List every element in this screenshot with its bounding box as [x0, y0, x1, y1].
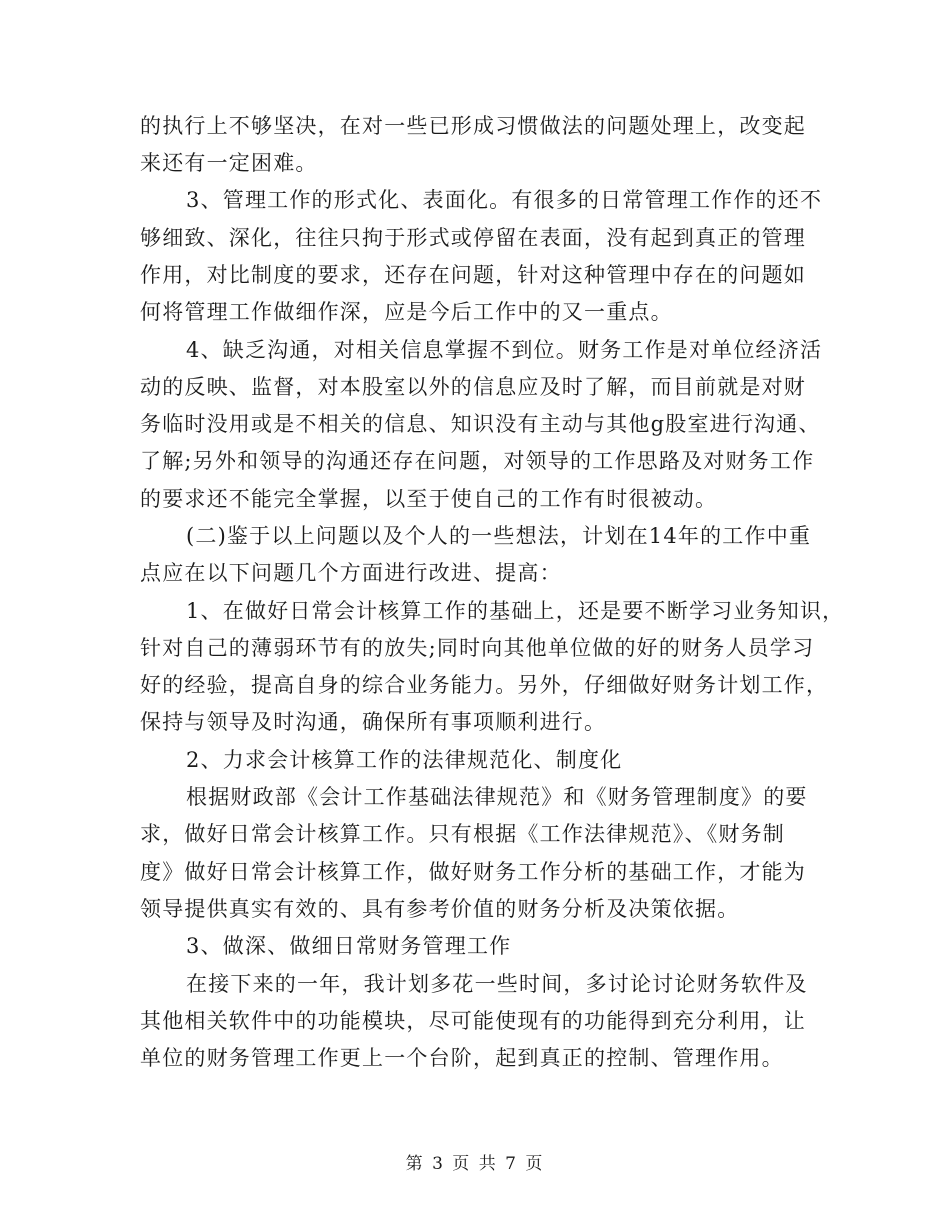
text-line: 作用，对比制度的要求，还存在问题，针对这种管理中存在的问题如: [140, 263, 806, 287]
text-line: 的要求还不能完全掌握，以至于使自己的工作有时很被动。: [140, 487, 718, 511]
text-line: 求，做好日常会计核算工作。只有根据《工作法律规范》、《财务制: [140, 822, 785, 846]
text-line: 单位的财务管理工作更上一个台阶，起到真正的控制、管理作用。: [140, 1046, 784, 1070]
text-line: 2、力求会计核算工作的法律规范化、制度化: [186, 748, 623, 772]
text-line: 好的经验，提高自身的综合业务能力。另外，仔细做好财务计划工作，: [140, 673, 829, 697]
text-line: 领导提供真实有效的、具有参考价值的财务分析及决策依据。: [140, 897, 740, 921]
text-line: 点应在以下问题几个方面进行改进、提高：: [140, 561, 562, 585]
text-line: 够细致、深化，往往只拘于形式或停留在表面，没有起到真正的管理: [140, 226, 806, 250]
text-line: 度》做好日常会计核算工作，做好财务工作分析的基础工作，才能为: [140, 860, 806, 884]
text-line: 4、缺乏沟通，对相关信息掌握不到位。财务工作是对单位经济活: [186, 338, 823, 362]
page-footer: 第 3 页 共 7 页: [405, 1154, 545, 1174]
text-line: 务临时没用或是不相关的信息、知识没有主动与其他g股室进行沟通、: [140, 412, 821, 436]
text-line: 了解;另外和领导的沟通还存在问题，对领导的工作思路及对财务工作: [140, 449, 815, 473]
text-line: 动的反映、监督，对本股室以外的信息应及时了解，而目前就是对财: [140, 375, 806, 399]
text-line: 在接下来的一年，我计划多花一些时间，多讨论讨论财务软件及: [186, 972, 808, 996]
text-line: 保持与领导及时沟通，确保所有事项顺利进行。: [140, 710, 607, 734]
text-line: 其他相关软件中的功能模块，尽可能使现有的功能得到充分利用，让: [140, 1009, 806, 1033]
text-line: 3、管理工作的形式化、表面化。有很多的日常管理工作作的还不: [186, 188, 823, 212]
text-line: 3、做深、做细日常财务管理工作: [186, 934, 512, 958]
text-line: 针对自己的薄弱环节有的放失;同时向其他单位做的好的财务人员学习: [140, 636, 815, 660]
text-line: (二)鉴于以上问题以及个人的一些想法，计划在14年的工作中重: [186, 524, 812, 548]
text-line: 来还有一定困难。: [140, 151, 318, 175]
text-line: 何将管理工作做细作深，应是今后工作中的又一重点。: [140, 300, 673, 324]
text-line: 的执行上不够坚决，在对一些已形成习惯做法的问题处理上，改变起: [140, 114, 806, 138]
text-line: 1、在做好日常会计核算工作的基础上，还是要不断学习业务知识，: [186, 599, 845, 623]
text-line: 根据财政部《会计工作基础法律规范》和《财务管理制度》的要: [186, 785, 808, 809]
